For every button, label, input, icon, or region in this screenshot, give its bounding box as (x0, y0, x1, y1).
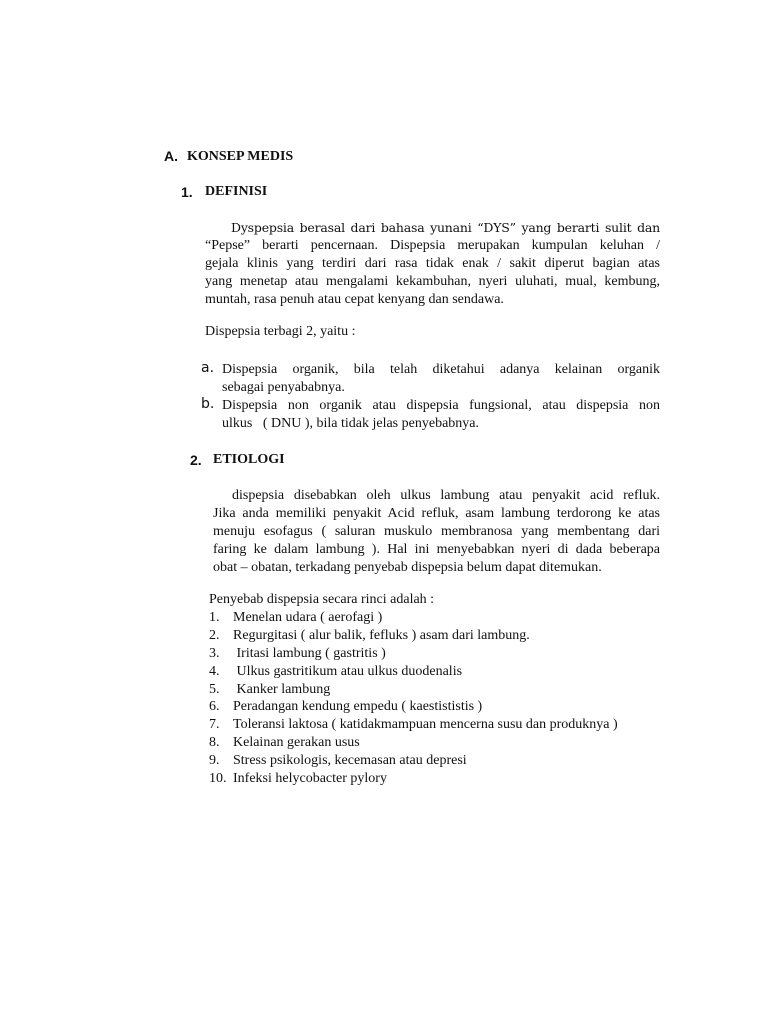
list-text: Ulkus gastritikum atau ulkus duodenalis (233, 663, 463, 679)
definisi-title: DEFINISI (205, 184, 268, 199)
paragraph-line: yang menetap atau mengalami kekambuhan, nyeri uluhati, mual, kembung, (205, 274, 660, 289)
list-number: 10. (209, 771, 227, 787)
list-number: 2. (209, 627, 220, 643)
etiologi-title: ETIOLOGI (213, 452, 285, 467)
paragraph-line: Dyspepsia berasal dari bahasa yunani “DYS” yang berarti sulit dan (231, 220, 660, 235)
paragraph-line: dispepsia disebabkan oleh ulkus lambung atau penyakit acid refluk. (232, 488, 660, 503)
paragraph-line: menuju esofagus ( saluran muskulo membranosa yang membentang dari (213, 524, 660, 539)
section-title: KONSEP MEDIS (187, 149, 294, 164)
definisi-paragraph (205, 219, 660, 309)
definisi-number: 1. (181, 184, 193, 200)
list-text: Kelainan gerakan usus (233, 735, 360, 751)
list-number: 4. (209, 663, 220, 679)
list-text: Regurgitasi ( alur balik, fefluks ) asam dari lambung. (233, 627, 530, 643)
list-text: Infeksi helycobacter pylory (233, 771, 387, 787)
type-b-text (222, 397, 660, 433)
type-a-text (222, 361, 660, 397)
list-number: 5. (209, 681, 220, 697)
paragraph-line: Jika anda memiliki penyakit Acid refluk, asam lambung terdorong ke atas (213, 506, 660, 521)
list-text: Kanker lambung (233, 681, 331, 697)
list-number: 7. (209, 717, 220, 733)
type-line: sebagai penyababnya. (222, 380, 345, 395)
type-line: ulkus ( DNU ), bila tidak jelas penyebabnya. (222, 416, 479, 431)
type-a-marker: a. (201, 360, 215, 376)
list-number: 9. (209, 753, 220, 769)
list-number: 1. (209, 610, 220, 625)
list-text: Peradangan kendung empedu ( kaestististis ) (233, 699, 483, 715)
list-text: Iritasi lambung ( gastritis ) (233, 645, 386, 661)
list-text: Toleransi laktosa ( katidakmampuan mencerna susu dan produknya ) (233, 717, 618, 733)
list-number: 8. (209, 735, 220, 751)
list-number: 6. (209, 699, 220, 715)
type-line: Dispepsia organik, bila telah diketahui adanya kelainan organik (222, 362, 660, 377)
list-text: Stress psikologis, kecemasan atau depresi (233, 753, 467, 769)
paragraph-line: “Pepse” berarti pencernaan. Dispepsia merupakan kumpulan keluhan / (205, 238, 660, 253)
paragraph-line: obat – obatan, terkadang penyebab dispepsia belum dapat ditemukan. (213, 560, 602, 575)
list-number: 3. (209, 645, 220, 661)
types-intro: Dispepsia terbagi 2, yaitu : (205, 324, 356, 339)
type-b-marker: b. (201, 396, 215, 412)
paragraph-line: gejala klinis yang terdiri dari rasa tidak enak / sakit diperut bagian atas (205, 256, 660, 271)
section-letter: A. (164, 148, 178, 164)
etiologi-number: 2. (190, 452, 202, 468)
etiologi-paragraph (213, 487, 660, 577)
paragraph-line: faring ke dalam lambung ). Hal ini menyebabkan nyeri di dada beberapa (213, 542, 660, 557)
type-line: Dispepsia non organik atau dispepsia fungsional, atau dispepsia non (222, 398, 660, 413)
paragraph-line: muntah, rasa penuh atau cepat kenyang dan sendawa. (205, 292, 504, 307)
causes-intro: Penyebab dispepsia secara rinci adalah : (209, 592, 435, 607)
list-text: Menelan udara ( aerofagi ) (233, 610, 383, 625)
